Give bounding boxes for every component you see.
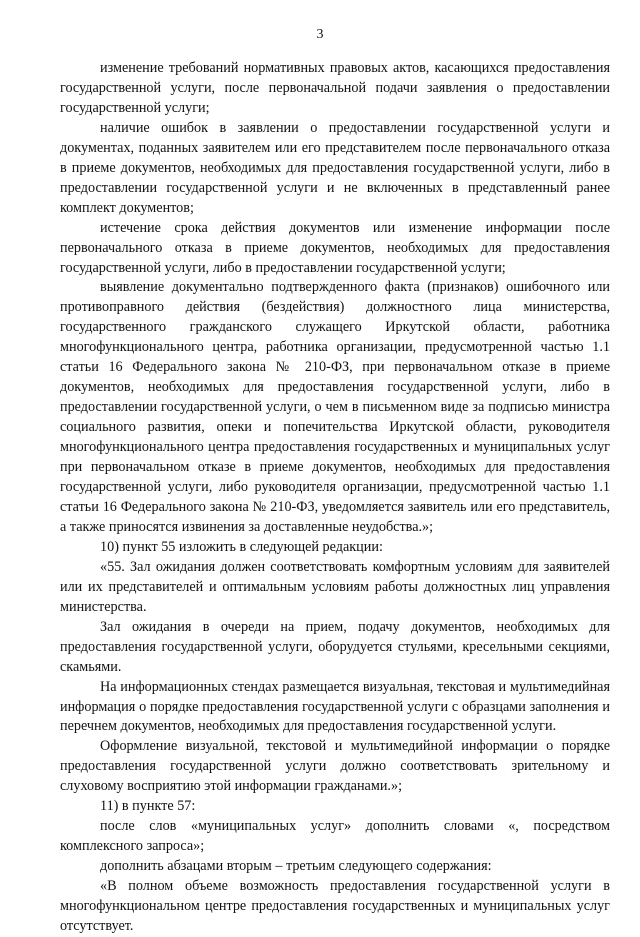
paragraph: 11) в пункте 57:: [100, 798, 196, 815]
page-number: 3: [316, 27, 324, 42]
paragraph: наличие ошибок в заявлении о предоставлении государственной услуги и документах, поданных заявителем или его представителем после первоначального отказа в приеме документов, необходимых для предоставления государственной услуги, либо в предоставлении государственной услуги и не включенных в представленный ранее комплект документов;: [60, 119, 610, 216]
paragraph: выявление документально подтвержденного факта (признаков) ошибочного или противоправного действия (бездействия) должностного лица министерства, государственного гражданского служащего Иркутской области, работника многофункционального центра, работника организации, предусмотренной частью 1.1 статьи 16 Федерального закона № 210-ФЗ, при первоначальном отказе в приеме документов, необходимых для предоставления государственной услуги, либо в предоставлении государственной услуги, о чем в письменном виде за подписью министра социального развития, опеки и попечительства Иркутской области, руководителя многофункционального центра предоставления государственных и муниципальных услуг при первоначальном отказе в приеме документов, необходимых для предоставления государственной услуги, либо руководителя организации, предусмотренной частью 1.1 статьи 16 Федерального закона № 210-ФЗ, уведомляется заявитель или его представитель, а также приносятся извинения за доставленные неудобства.»;: [60, 279, 610, 535]
paragraph: изменение требований нормативных правовых актов, касающихся предоставления государственной услуги, после первоначальной подачи заявления о предоставлении государственной услуги;: [60, 60, 610, 116]
paragraph: Зал ожидания в очереди на прием, подачу документов, необходимых для предоставления государственной услуги, оборудуется стульями, кресельными секциями, скамьями.: [60, 618, 610, 675]
paragraph: после слов «муниципальных услуг» дополнить словами «, посредством комплексного запроса»;: [60, 818, 610, 855]
paragraph: 10) пункт 55 изложить в следующей редакции:: [100, 538, 383, 555]
paragraph: «55. Зал ожидания должен соответствовать комфортным условиям для заявителей или их представителей и оптимальным условиям работы должностных лиц управления министерства.: [60, 558, 610, 615]
paragraph: На информационных стендах размещается визуальная, текстовая и мультимедийная информация о порядке предоставления государственной услуги с образцами заполнения и перечнем документов, необходимых для предоставления государственной услуги.: [60, 678, 610, 735]
paragraph: истечение срока действия документов или изменение информации после первоначального отказа в приеме документов, необходимых для предоставления государственной услуги, либо в предоставлении государственной услуги;: [60, 219, 610, 276]
paragraph: «В полном объеме возможность предоставления государственной услуги в многофункциональном центре предоставления государственных и муниципальных услуг отсутствует.: [60, 878, 610, 934]
paragraph: дополнить абзацами вторым – третьим следующего содержания:: [100, 858, 492, 875]
paragraph: Оформление визуальной, текстовой и мультимедийной информации о порядке предоставления государственной услуги должно соответствовать зрительному и слуховому восприятию этой информации гражданами.»;: [60, 738, 610, 795]
document-body: [60, 59, 610, 937]
